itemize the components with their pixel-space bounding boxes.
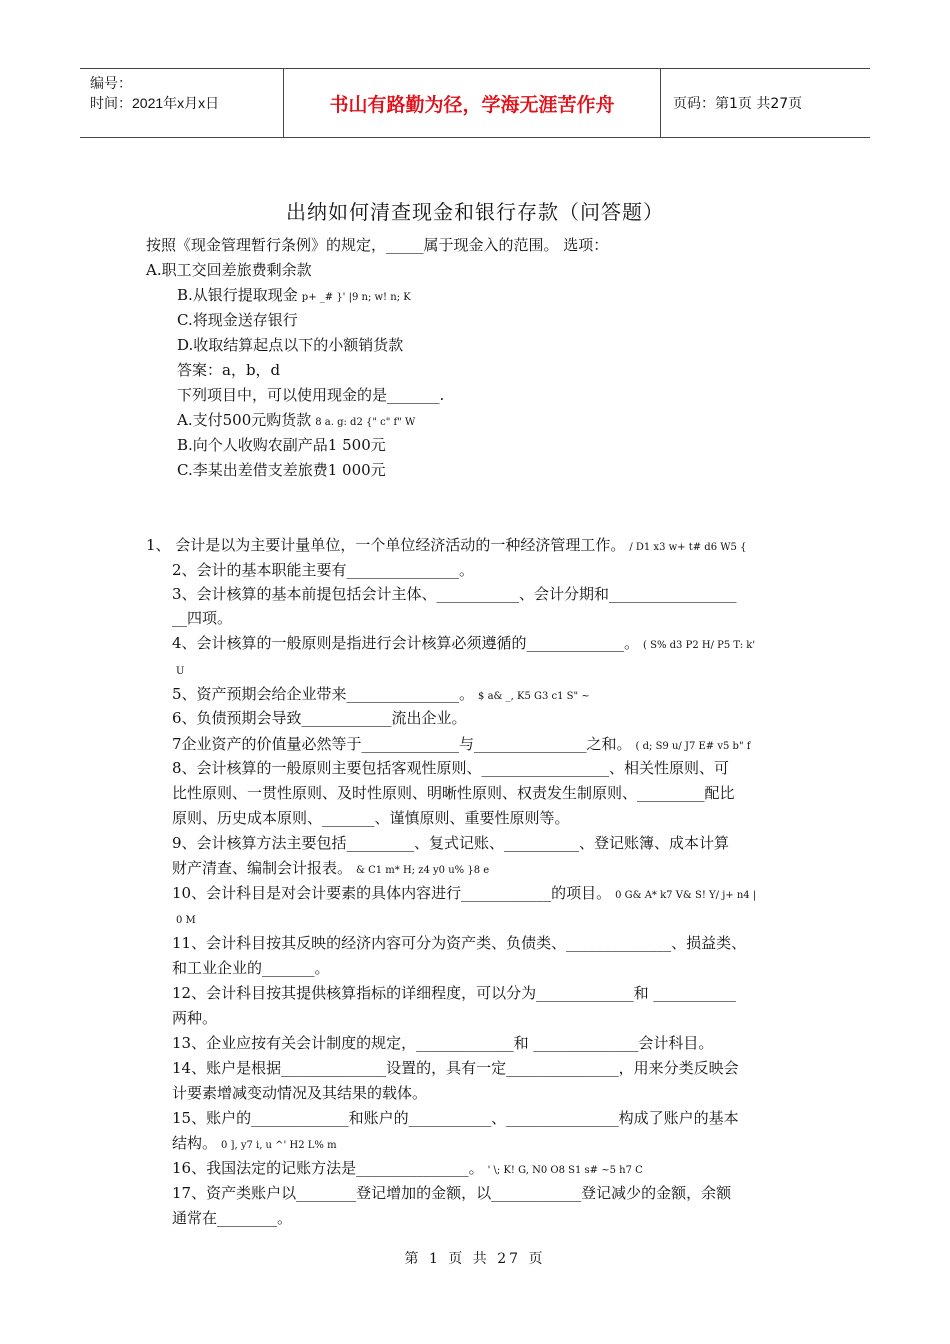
watermark-noise: / D1 x3 w+ t# d6 W5 { xyxy=(629,542,747,553)
line-text: 按照《现金管理暂行条例》的规定，_____属于现金入的范围。 选项： xyxy=(146,236,609,254)
line-text: 12、会计科目按其提供核算指标的详细程度，可以分为_____________和 ___________ xyxy=(172,984,736,1002)
text-line xyxy=(177,410,415,433)
line-text: 10、会计科目是对会计要素的具体内容进行____________的项目。 xyxy=(172,884,612,902)
watermark-noise: 0 M xyxy=(176,915,196,926)
line-text: __四项。 xyxy=(172,609,233,627)
watermark-noise: p+ _# }' |9 n; w! n; K xyxy=(301,292,411,303)
line-text: 结构。 xyxy=(172,1134,218,1152)
line-text: 3、会计核算的基本前提包括会计主体、___________、会计分期和_________________ xyxy=(172,585,737,603)
text-line xyxy=(177,360,280,380)
watermark-noise: 0 ], y7 i, u ^' H2 L% m xyxy=(221,1140,337,1151)
text-line xyxy=(172,808,570,828)
text-line xyxy=(172,758,729,778)
line-text: 答案：a，b，d xyxy=(177,361,281,379)
text-line xyxy=(177,460,386,480)
text-line xyxy=(172,908,196,931)
line-text: 计要素增减变动情况及其结果的载体。 xyxy=(172,1084,428,1102)
text-line xyxy=(172,1158,643,1181)
line-text: A.职工交回差旅费剩余款 xyxy=(146,261,312,279)
line-text: 13、企业应按有关会计制度的规定，_____________和 ______________会计科目。 xyxy=(172,1034,714,1052)
line-text: 17、资产类账户以________登记增加的金额，以____________登记减少的金额，余额 xyxy=(172,1184,732,1202)
line-text: 原则、历史成本原则、_______、谨慎原则、重要性原则等。 xyxy=(172,809,570,827)
text-line xyxy=(172,584,737,604)
text-line xyxy=(172,1058,739,1078)
header-meta xyxy=(80,69,284,137)
watermark-noise: & C1 m* H; z4 y0 u% }8 e xyxy=(356,865,490,876)
text-line xyxy=(177,385,444,405)
time-label: 时间：2021年x月x日 xyxy=(90,95,220,111)
text-line xyxy=(172,1033,713,1053)
line-text: 9、会计核算方法主要包括_________、复式记账、__________、登记账簿、成本计算 xyxy=(172,834,730,852)
text-line xyxy=(172,608,232,628)
text-line xyxy=(172,958,330,978)
text-line xyxy=(146,260,312,280)
text-line xyxy=(177,285,411,308)
line-text: 通常在________。 xyxy=(172,1209,293,1227)
line-text: 15、账户的_____________和账户的___________、_______________构成了账户的基本 xyxy=(172,1109,739,1127)
text-line xyxy=(172,883,756,906)
watermark-noise: 8 a. g: d2 {" c" f" W xyxy=(315,417,416,428)
text-line xyxy=(172,734,750,757)
line-text: 两种。 xyxy=(172,1009,218,1027)
text-line xyxy=(172,1133,337,1156)
line-text: B.从银行提取现金 xyxy=(177,286,298,304)
text-line xyxy=(172,633,755,656)
line-text: 5、资产预期会给企业带来_______________。 xyxy=(172,685,475,703)
line-text: C.李某出差借支差旅费1 000元 xyxy=(177,461,386,479)
watermark-noise: ( S% d3 P2 H/ P5 T: k' xyxy=(643,640,756,651)
watermark-noise: ( d; S9 u/ J7 E# v5 b" f xyxy=(635,741,751,752)
text-line xyxy=(146,535,746,558)
line-text: 2、会计的基本职能主要有_______________。 xyxy=(172,561,475,579)
line-text: C.将现金送存银行 xyxy=(177,311,298,329)
line-text: D.收取结算起点以下的小额销货款 xyxy=(177,336,404,354)
line-text: 4、会计核算的一般原则是指进行会计核算必须遵循的_____________。 xyxy=(172,634,640,652)
watermark-noise: $ a& _, K5 G3 c1 S" ~ xyxy=(478,691,590,702)
watermark-noise: 0 G& A* k7 V& S! Y/ j+ n4 | xyxy=(615,890,757,901)
text-line xyxy=(172,983,736,1003)
text-line xyxy=(172,1083,427,1103)
text-line xyxy=(172,560,474,580)
line-text: 和工业企业的_______。 xyxy=(172,959,330,977)
text-line xyxy=(172,708,467,728)
header-page-info: 页码：第1页 共27页 xyxy=(673,96,803,112)
line-text: 7企业资产的价值量必然等于_____________与_______________之和。 xyxy=(172,735,632,753)
page-title: 出纳如何清查现金和银行存款（问答题） xyxy=(286,200,664,224)
text-line xyxy=(177,335,403,355)
document-header xyxy=(80,68,870,138)
text-line xyxy=(172,1208,292,1228)
line-text: 财产清查、编制会计报表。 xyxy=(172,859,353,877)
line-text: 下列项目中，可以使用现金的是_______. xyxy=(177,386,445,404)
line-text: 6、负债预期会导致____________流出企业。 xyxy=(172,709,467,727)
text-line xyxy=(172,659,184,682)
watermark-noise: U xyxy=(176,666,185,677)
line-text: 14、账户是根据______________设置的，具有一定_______________，用来分类反映会 xyxy=(172,1059,739,1077)
text-line xyxy=(172,833,729,853)
text-line xyxy=(172,858,489,881)
page-footer: 第 1 页 共 27 页 xyxy=(404,1251,546,1267)
text-line xyxy=(172,1183,731,1203)
line-text: B.向个人收购农副产品1 500元 xyxy=(177,436,386,454)
line-text: A.支付500元购货款 xyxy=(177,411,312,429)
line-text: 比性原则、一贯性原则、及时性原则、明晰性原则、权责发生制原则、_________配比 xyxy=(172,784,735,802)
text-line xyxy=(172,1108,739,1128)
line-text: 16、我国法定的记账方法是_______________。 xyxy=(172,1159,484,1177)
text-line xyxy=(172,783,735,803)
text-line xyxy=(177,435,386,455)
number-label: 编号： xyxy=(90,75,132,91)
line-text: 11、会计科目按其反映的经济内容可分为资产类、负债类、______________、损益类、 xyxy=(172,934,747,952)
line-text: 8、会计核算的一般原则主要包括客观性原则、_________________、相关性原则、可 xyxy=(172,759,730,777)
line-text: 1、 会计是以为主要计量单位，一个单位经济活动的一种经济管理工作。 xyxy=(146,536,626,554)
header-motto: 书山有路勤为径，学海无涯苦作舟 xyxy=(284,69,661,137)
text-line xyxy=(172,1008,217,1028)
text-line xyxy=(172,933,746,953)
text-line xyxy=(177,310,298,330)
watermark-noise: ' \; K! G, N0 O8 S1 s# ~5 h7 C xyxy=(487,1165,643,1176)
text-line xyxy=(146,235,608,255)
text-line xyxy=(172,684,590,707)
